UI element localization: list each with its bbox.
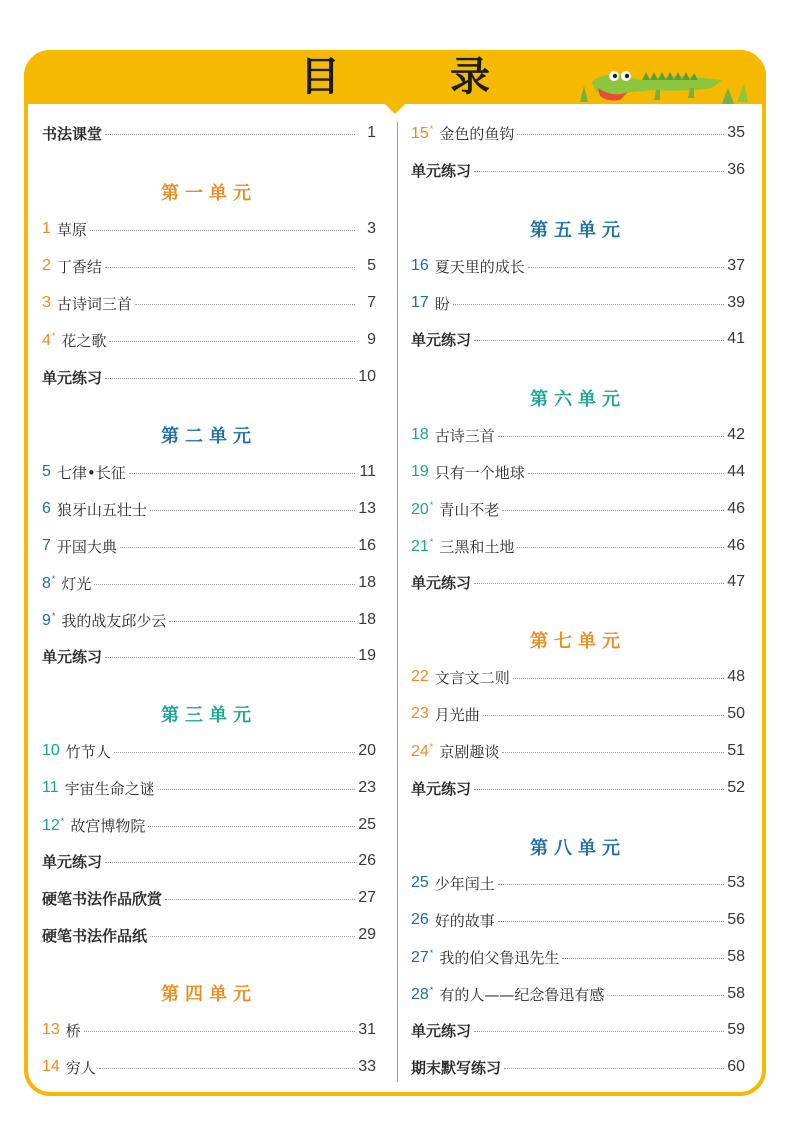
dot-leader	[84, 1031, 355, 1032]
toc-entry[interactable]	[42, 253, 376, 279]
toc-entry[interactable]	[411, 290, 745, 316]
dot-leader	[129, 473, 355, 474]
page-number: 39	[727, 294, 745, 311]
toc-entry[interactable]	[411, 569, 745, 595]
entry-title: 文言文二则	[434, 668, 510, 687]
entry-title: 书法课堂	[42, 124, 103, 143]
dot-leader	[150, 936, 355, 937]
toc-entry[interactable]	[42, 1017, 376, 1043]
page-number: 3	[367, 220, 376, 237]
crocodile-icon	[572, 58, 762, 110]
toc-entry[interactable]	[42, 496, 376, 522]
toc-entry[interactable]	[411, 1054, 745, 1080]
optional-mark: *	[429, 984, 434, 995]
dot-leader	[502, 510, 724, 511]
page-number: 11	[359, 463, 376, 480]
entry-title: 只有一个地球	[434, 463, 525, 482]
toc-entry[interactable]	[42, 1054, 376, 1080]
lesson-number: 18	[411, 426, 429, 443]
page-number: 18	[358, 611, 376, 628]
lesson-number: 2	[42, 257, 51, 274]
toc-entry[interactable]	[411, 701, 745, 727]
unit-heading: 第七单元	[530, 631, 626, 652]
lesson-number: 7	[42, 537, 51, 554]
page-number: 60	[727, 1058, 745, 1075]
dot-leader	[120, 547, 355, 548]
page-number: 9	[367, 331, 376, 348]
toc-entry[interactable]	[42, 327, 376, 353]
entry-title: 青山不老	[439, 500, 500, 519]
dot-leader	[498, 436, 724, 437]
unit-heading: 第二单元	[161, 426, 257, 447]
lesson-number: 24*	[411, 741, 434, 760]
entry-title: 穷人	[65, 1058, 96, 1077]
dot-leader	[474, 789, 724, 790]
toc-entry[interactable]	[42, 533, 376, 559]
entry-title: 我的伯父鲁迅先生	[439, 948, 560, 967]
dot-leader	[105, 134, 355, 135]
toc-entry[interactable]	[411, 496, 745, 522]
entry-title: 单元练习	[411, 330, 472, 349]
entry-title: 古诗三首	[434, 426, 495, 445]
entry-title: 少年闰土	[434, 874, 495, 893]
lesson-number: 15*	[411, 123, 434, 142]
entry-title: 竹节人	[65, 742, 111, 761]
optional-mark: *	[51, 610, 56, 621]
lesson-number: 10	[42, 742, 60, 759]
dot-leader	[504, 1068, 724, 1069]
page-number: 51	[727, 742, 745, 759]
page-number: 29	[358, 926, 376, 943]
dot-leader	[474, 1031, 724, 1032]
toc-entry[interactable]	[411, 907, 745, 933]
entry-title: 宇宙生命之谜	[64, 779, 155, 798]
optional-mark: *	[429, 536, 434, 547]
page-number: 16	[358, 537, 376, 554]
toc-entry[interactable]	[42, 738, 376, 764]
dot-leader	[483, 715, 724, 716]
dot-leader	[94, 584, 355, 585]
page-number: 27	[358, 889, 376, 906]
page-number: 33	[358, 1058, 376, 1075]
optional-mark: *	[429, 499, 434, 510]
toc-entry[interactable]	[411, 120, 745, 146]
toc-entry[interactable]	[411, 944, 745, 970]
entry-title: 单元练习	[42, 852, 103, 871]
page-number: 48	[727, 668, 745, 685]
page-number: 52	[727, 779, 745, 796]
dot-leader	[158, 789, 355, 790]
page-number: 13	[358, 500, 376, 517]
page-number: 20	[358, 742, 376, 759]
entry-title: 三黑和土地	[439, 537, 515, 556]
dot-leader	[114, 752, 355, 753]
dot-leader	[150, 510, 355, 511]
dot-leader	[517, 134, 724, 135]
entry-title: 灯光	[61, 574, 92, 593]
entry-title: 故宫博物院	[70, 816, 146, 835]
dot-leader	[562, 958, 724, 959]
unit-heading: 第八单元	[530, 838, 626, 859]
lesson-number: 11	[42, 779, 59, 796]
lesson-number: 19	[411, 463, 429, 480]
toc-entry[interactable]	[411, 459, 745, 485]
page-number: 53	[727, 874, 745, 891]
lesson-number: 13	[42, 1021, 60, 1038]
entry-title: 单元练习	[42, 368, 103, 387]
page-number: 10	[358, 368, 376, 385]
toc-entry[interactable]	[42, 570, 376, 596]
dot-leader	[474, 340, 724, 341]
column-divider	[397, 122, 398, 1082]
lesson-number: 6	[42, 500, 51, 517]
page-title: 目 录	[300, 54, 538, 100]
entry-title: 盼	[434, 294, 450, 313]
toc-entry[interactable]	[42, 812, 376, 838]
dot-leader	[528, 473, 724, 474]
entry-title: 单元练习	[42, 647, 103, 666]
toc-entry[interactable]	[411, 422, 745, 448]
entry-title: 单元练习	[411, 161, 472, 180]
toc-entry[interactable]	[411, 738, 745, 764]
lesson-number: 3	[42, 294, 51, 311]
page-number: 23	[358, 779, 376, 796]
lesson-number: 12*	[42, 815, 65, 834]
unit-heading: 第六单元	[530, 389, 626, 410]
toc-entry[interactable]	[42, 775, 376, 801]
entry-title: 有的人——纪念鲁迅有感	[439, 985, 605, 1004]
page-number: 58	[727, 948, 745, 965]
dot-leader	[169, 621, 355, 622]
optional-mark: *	[51, 573, 56, 584]
lesson-number: 1	[42, 220, 51, 237]
lesson-number: 14	[42, 1058, 60, 1075]
page-number: 19	[358, 647, 376, 664]
page-number: 46	[727, 500, 745, 517]
entry-title: 单元练习	[411, 573, 472, 592]
entry-title: 花之歌	[61, 331, 107, 350]
entry-title: 京剧趣谈	[439, 742, 500, 761]
dot-leader	[99, 1068, 355, 1069]
page-number: 26	[358, 852, 376, 869]
dot-leader	[513, 678, 724, 679]
entry-title: 开国大典	[56, 537, 117, 556]
dot-leader	[105, 862, 355, 863]
toc-entry[interactable]	[42, 643, 376, 669]
toc-entry[interactable]	[42, 607, 376, 633]
toc-entry[interactable]	[42, 848, 376, 874]
page-number: 36	[727, 161, 745, 178]
dot-leader	[109, 341, 355, 342]
lesson-number: 4*	[42, 330, 56, 349]
dot-leader	[165, 899, 355, 900]
toc-entry[interactable]	[42, 120, 376, 146]
dot-leader	[528, 267, 724, 268]
unit-heading: 第五单元	[530, 220, 626, 241]
unit-heading: 第一单元	[161, 183, 257, 204]
entry-title: 夏天里的成长	[434, 257, 525, 276]
toc-entry[interactable]	[42, 885, 376, 911]
entry-title: 单元练习	[411, 1021, 472, 1040]
dot-leader	[474, 171, 724, 172]
toc-entry[interactable]	[411, 981, 745, 1007]
lesson-number: 9*	[42, 610, 56, 629]
entry-title: 月光曲	[434, 705, 480, 724]
toc-entry[interactable]	[411, 326, 745, 352]
optional-mark: *	[51, 330, 56, 341]
page-number: 50	[727, 705, 745, 722]
unit-heading: 第三单元	[161, 705, 257, 726]
page-number: 25	[358, 816, 376, 833]
entry-title: 金色的鱼钩	[439, 124, 515, 143]
optional-mark: *	[429, 741, 434, 752]
lesson-number: 26	[411, 911, 429, 928]
dot-leader	[498, 884, 724, 885]
optional-mark: *	[429, 947, 434, 958]
page-number: 31	[358, 1021, 376, 1038]
page-number: 46	[727, 537, 745, 554]
dot-leader	[607, 995, 724, 996]
dot-leader	[105, 378, 355, 379]
dot-leader	[105, 267, 355, 268]
page-number: 35	[727, 124, 745, 141]
dot-leader	[502, 752, 724, 753]
entry-title: 草原	[56, 220, 87, 239]
lesson-number: 22	[411, 668, 429, 685]
toc-entry[interactable]	[42, 364, 376, 390]
lesson-number: 20*	[411, 499, 434, 518]
lesson-number: 21*	[411, 536, 434, 555]
page-number: 41	[727, 330, 745, 347]
page-number: 18	[358, 574, 376, 591]
entry-title: 我的战友邱少云	[61, 611, 167, 630]
lesson-number: 17	[411, 294, 429, 311]
page-number: 56	[727, 911, 745, 928]
optional-mark: *	[60, 815, 65, 826]
toc-entry[interactable]	[411, 775, 745, 801]
page-number: 1	[367, 124, 376, 141]
toc-entry[interactable]	[42, 216, 376, 242]
dot-leader	[135, 304, 355, 305]
lesson-number: 5	[42, 463, 51, 480]
toc-entry[interactable]	[411, 157, 745, 183]
dot-leader	[474, 583, 724, 584]
lesson-number: 23	[411, 705, 429, 722]
dot-leader	[105, 657, 355, 658]
lesson-number: 16	[411, 257, 429, 274]
lesson-number: 25	[411, 874, 429, 891]
toc-entry[interactable]	[411, 253, 745, 279]
lesson-number: 8*	[42, 573, 56, 592]
unit-heading: 第四单元	[161, 984, 257, 1005]
lesson-number: 28*	[411, 984, 434, 1003]
page-number: 7	[367, 294, 376, 311]
page-number: 59	[727, 1021, 745, 1038]
dot-leader	[90, 230, 355, 231]
entry-title: 丁香结	[56, 257, 102, 276]
entry-title: 期末默写练习	[411, 1058, 502, 1077]
page-number: 42	[727, 426, 745, 443]
lesson-number: 27*	[411, 947, 434, 966]
dot-leader	[453, 304, 724, 305]
optional-mark: *	[429, 123, 434, 134]
dot-leader	[517, 547, 724, 548]
page-number: 37	[727, 257, 745, 274]
toc-entry[interactable]	[42, 459, 376, 485]
page-number: 47	[727, 573, 745, 590]
toc-entry[interactable]	[42, 922, 376, 948]
toc-entry[interactable]	[411, 1017, 745, 1043]
toc-entry[interactable]	[411, 533, 745, 559]
entry-title: 好的故事	[434, 911, 495, 930]
dot-leader	[498, 921, 724, 922]
entry-title: 硬笔书法作品纸	[42, 926, 148, 945]
entry-title: 七律•长征	[56, 463, 126, 482]
entry-title: 单元练习	[411, 779, 472, 798]
entry-title: 狼牙山五壮士	[56, 500, 147, 519]
page-number: 58	[727, 985, 745, 1002]
dot-leader	[148, 826, 355, 827]
toc-entry[interactable]	[411, 870, 745, 896]
page-number: 5	[367, 257, 376, 274]
entry-title: 古诗词三首	[56, 294, 132, 313]
entry-title: 桥	[65, 1021, 81, 1040]
toc-entry[interactable]	[42, 290, 376, 316]
page-number: 44	[727, 463, 745, 480]
entry-title: 硬笔书法作品欣赏	[42, 889, 163, 908]
toc-entry[interactable]	[411, 664, 745, 690]
